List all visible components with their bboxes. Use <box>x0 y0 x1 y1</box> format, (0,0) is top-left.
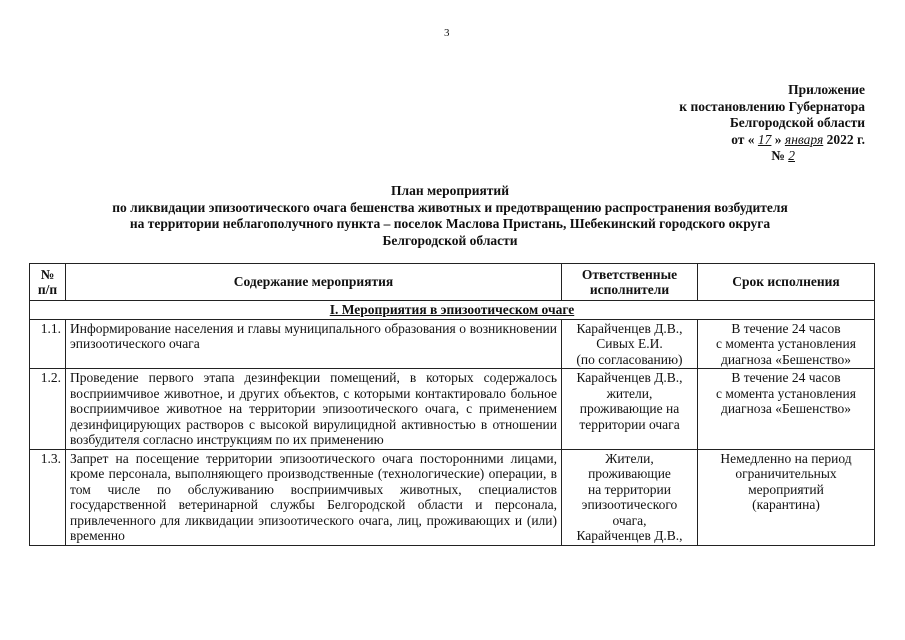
term-line: ограничительных <box>735 466 837 481</box>
appendix-line-3: Белгородской области <box>729 115 865 130</box>
table-row <box>30 319 875 369</box>
row-responsible <box>562 319 698 369</box>
appendix-number <box>635 148 795 165</box>
row-content: Проведение первого этапа дезинфекции помещений, в которых содержалось восприимчивое животное, и других объектов, с которыми контактировало больное восприимчивое животное на территории эпизоотического очага, с применением дезинфицирующих растворов с высокой вирулицидной активностью в отношении возбудителя согласно инструкциям по их применению <box>66 369 562 450</box>
header-responsible: Ответственные исполнители <box>562 264 698 301</box>
row-responsible <box>562 369 698 450</box>
appendix-block <box>635 82 865 165</box>
date-mid: » <box>774 131 782 147</box>
date-year: 2022 г. <box>826 131 865 147</box>
responsible-line: Карайченцев Д.В., <box>576 528 683 543</box>
responsible-line: проживающие на <box>579 401 680 416</box>
term-line: мероприятий <box>748 481 824 497</box>
table-header-row <box>30 264 875 301</box>
date-day: 17 <box>757 131 772 147</box>
row-term <box>698 319 875 369</box>
term-line: В течение 24 часов <box>731 370 841 385</box>
responsible-line: территории очага <box>579 416 680 432</box>
responsible-line: проживающие <box>588 466 671 481</box>
document-title <box>40 183 860 249</box>
title-line-2: по ликвидации эпизоотического очага бешенства животных и предотвращению распространения возбудителя <box>112 199 788 215</box>
row-number: 1.2. <box>30 369 66 450</box>
table-row <box>30 449 875 545</box>
responsible-line: Карайченцев Д.В., <box>576 320 683 336</box>
appendix-date <box>635 132 865 149</box>
header-num: № п/п <box>30 264 66 301</box>
responsible-line: жители, <box>606 385 653 401</box>
page-number: 3 <box>444 27 450 39</box>
row-term <box>698 369 875 450</box>
term-line: (карантина) <box>752 497 820 512</box>
term-line: диагноза «Бешенство» <box>720 351 852 367</box>
row-content: Запрет на посещение территории эпизоотического очага посторонними лицами, кроме персонала, выполняющего производственные (технологические) операции, в том числе по обслуживанию восприимчивых животных, специалистов государственной ветеринарной службы Белгородской области и персонала, привлеченного для ликвидации эпизоотического очага, лиц, проживающих и (или) временно <box>66 449 562 545</box>
responsible-line: Сивых Е.И. <box>596 336 663 351</box>
number-prefix: № <box>771 148 785 163</box>
appendix-line-2: к постановлению Губернатора <box>679 98 865 114</box>
title-line-4: Белгородской области <box>382 232 518 248</box>
date-month: января <box>784 131 824 147</box>
row-number: 1.1. <box>30 319 66 369</box>
number-value: 2 <box>788 148 795 163</box>
title-line-3: на территории неблагополучного пункта – поселок Маслова Пристань, Шебекинский городского округа <box>129 216 771 231</box>
section-heading <box>30 301 875 320</box>
term-line: с момента установления <box>716 385 856 401</box>
row-responsible <box>562 449 698 545</box>
row-number: 1.3. <box>30 449 66 545</box>
section-row <box>30 301 875 320</box>
appendix-title: Приложение <box>788 82 865 97</box>
header-term: Срок исполнения <box>698 264 875 301</box>
responsible-line: очага, <box>612 512 647 528</box>
title-line-1: План мероприятий <box>391 183 509 198</box>
responsible-line: Жители, <box>605 450 654 466</box>
table-row <box>30 369 875 450</box>
term-line: с момента установления <box>716 336 856 351</box>
header-content: Содержание мероприятия <box>66 264 562 301</box>
term-line: В течение 24 часов <box>731 320 841 336</box>
responsible-line: на территории <box>588 481 671 497</box>
responsible-line: Карайченцев Д.В., <box>576 370 683 385</box>
section-title: I. Мероприятия в эпизоотическом очаге <box>329 302 575 317</box>
responsible-line: эпизоотического <box>581 497 678 512</box>
activity-plan-table <box>29 263 875 546</box>
term-line: диагноза «Бешенство» <box>720 401 852 416</box>
date-prefix: от « <box>731 131 755 147</box>
term-line: Немедленно на период <box>720 450 852 466</box>
row-content: Информирование населения и главы муниципального образования о возникновении эпизоотического очага <box>66 319 562 369</box>
responsible-line: (по согласованию) <box>576 351 683 367</box>
row-term <box>698 449 875 545</box>
